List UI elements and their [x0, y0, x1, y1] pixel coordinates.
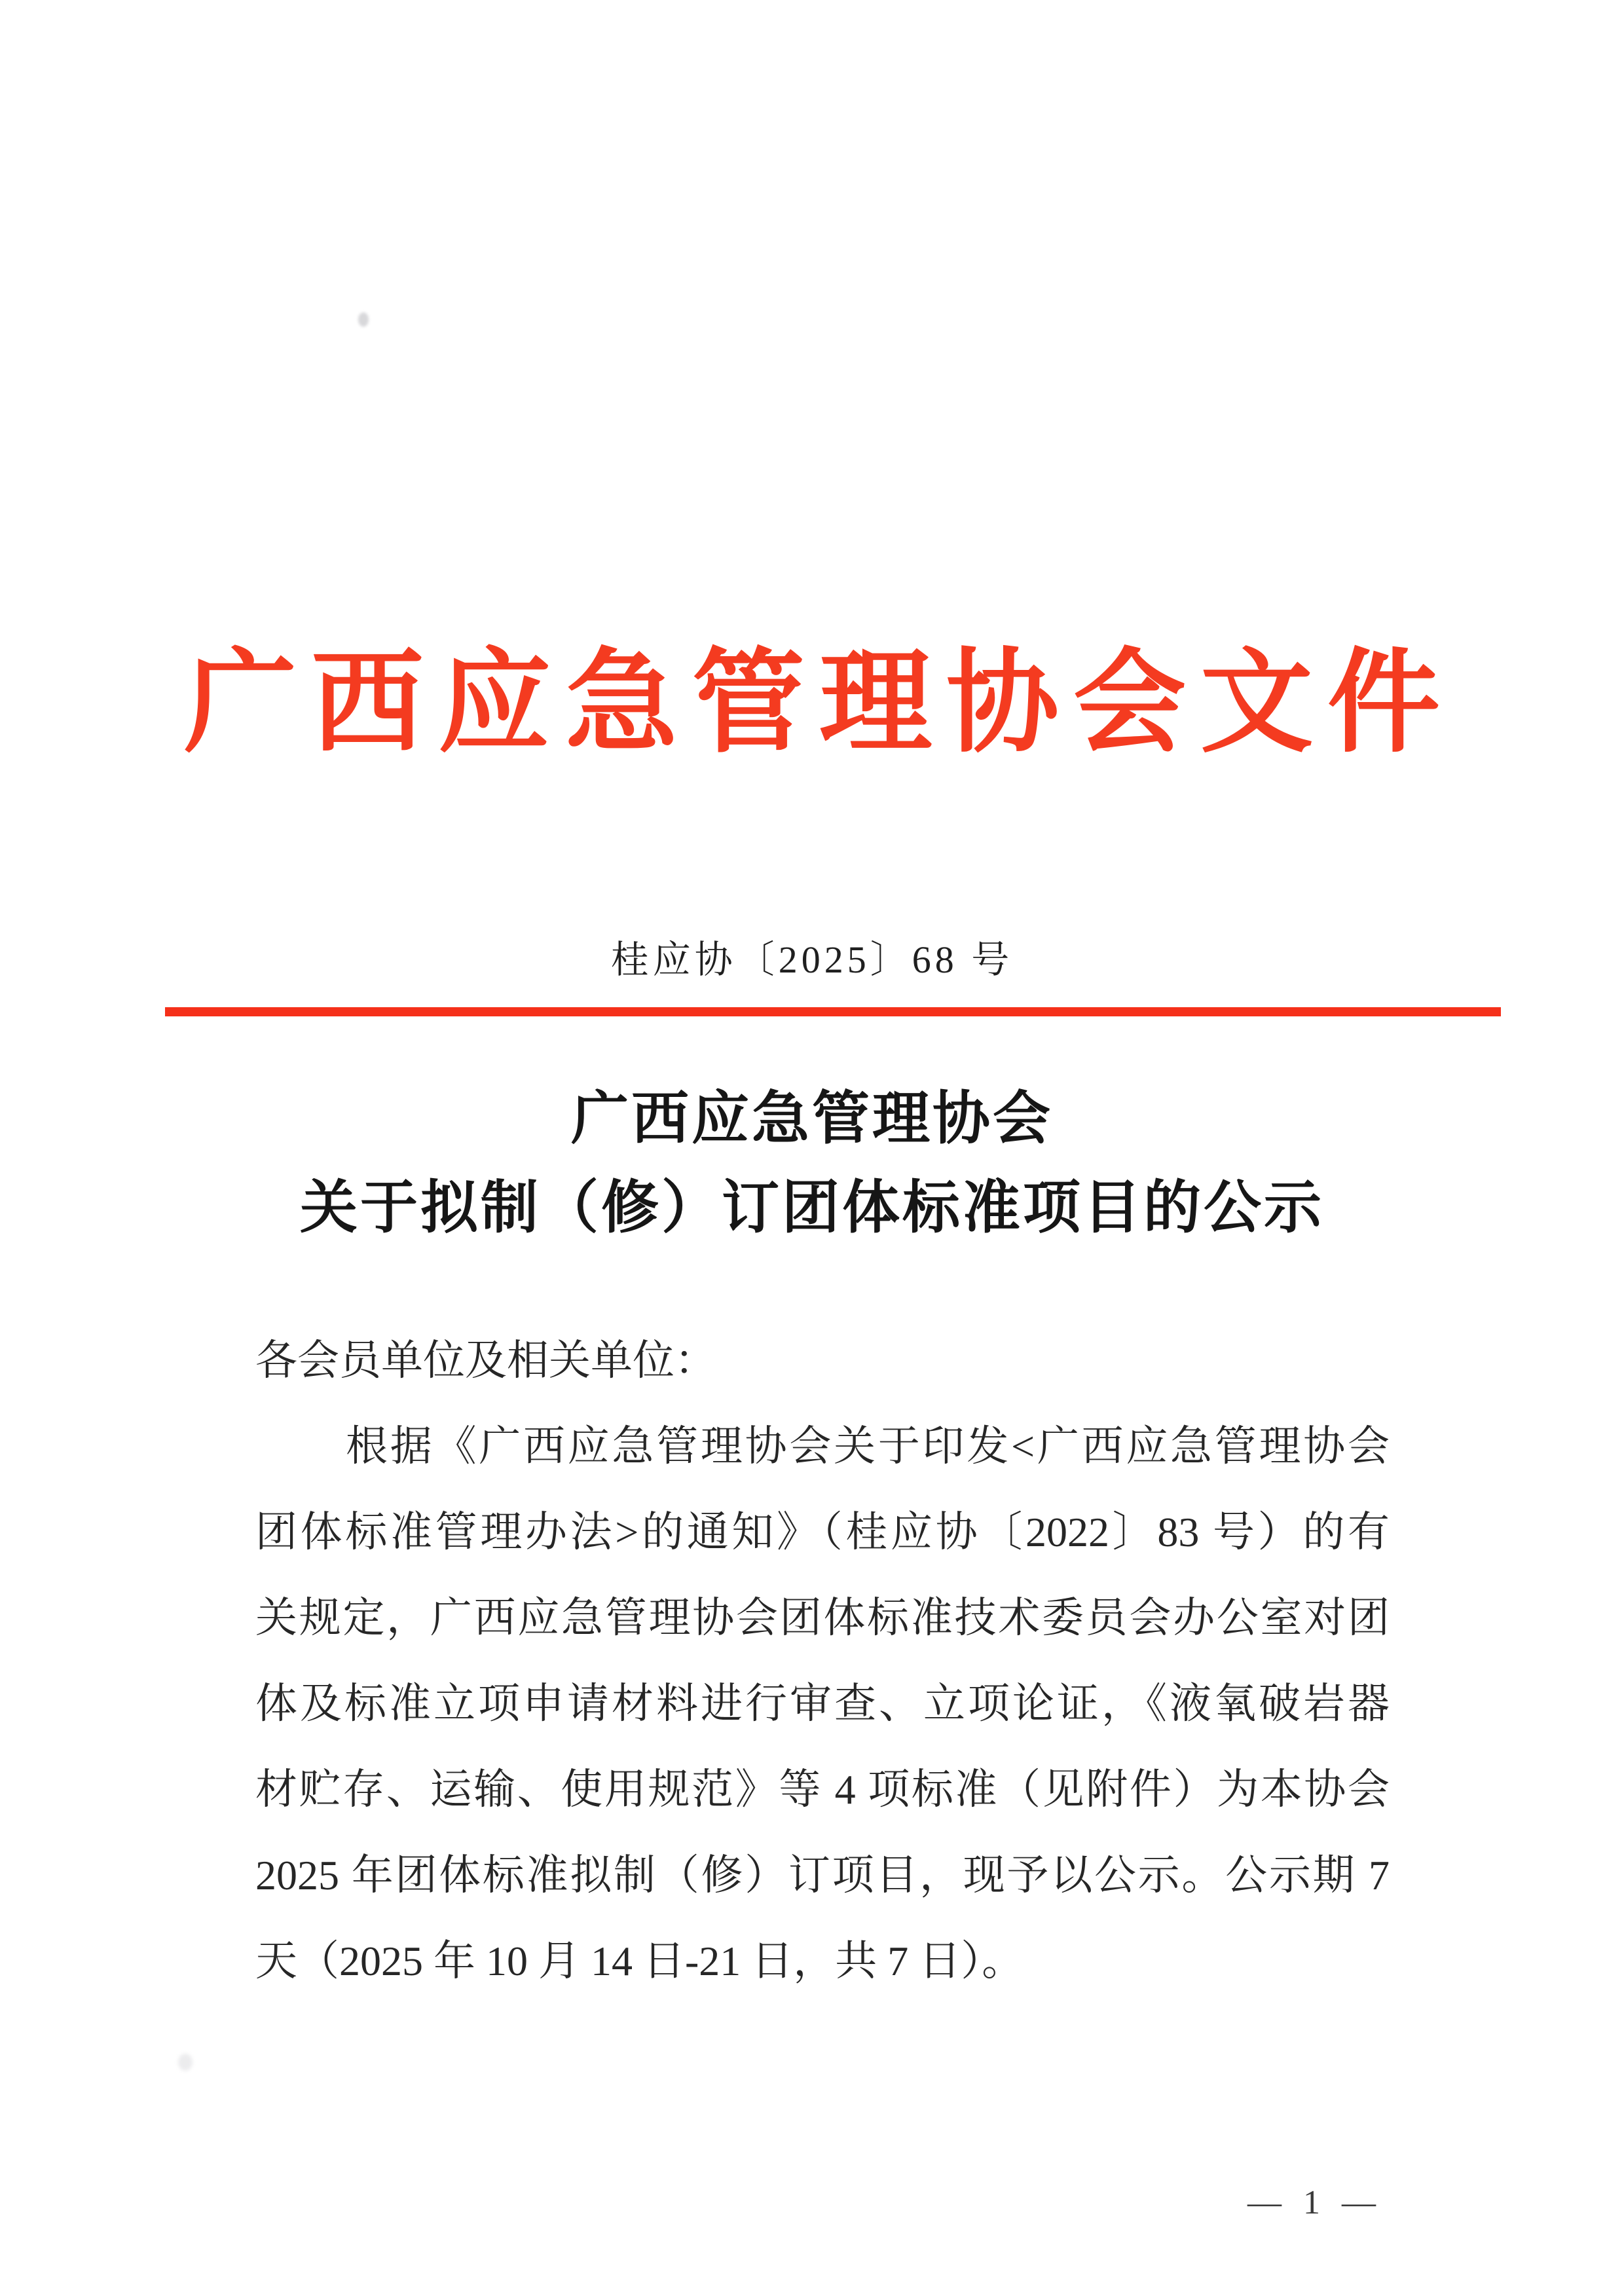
body-line: 根据《广西应急管理协会关于印发<广西应急管理协会	[346, 1423, 1390, 1470]
red-masthead-title: 广西应急管理协会文件	[184, 642, 1454, 766]
scan-speck	[178, 2054, 193, 2071]
body-line: 材贮存、运输、使用规范》等 4 项标准（见附件）为本协会	[255, 1766, 1390, 1813]
salutation-line: 各会员单位及相关单位：	[255, 1337, 716, 1384]
scan-speck	[358, 312, 369, 327]
page-number: — 1 —	[1247, 2184, 1382, 2221]
red-divider-rule	[165, 1007, 1501, 1016]
document-title-line-2: 关于拟制（修）订团体标准项目的公示	[299, 1177, 1324, 1240]
document-reference-number: 桂应协〔2025〕68 号	[610, 938, 1014, 981]
body-line: 关规定，广西应急管理协会团体标准技术委员会办公室对团	[255, 1595, 1390, 1641]
document-title	[0, 1075, 1624, 1253]
body-line: 2025 年团体标准拟制（修）订项目，现予以公示。公示期 7	[255, 1852, 1390, 1898]
body-line: 体及标准立项申请材料进行审查、立项论证，《液氧破岩器	[255, 1680, 1390, 1727]
document-title-line-1: 广西应急管理协会	[570, 1088, 1053, 1151]
body-line: 天（2025 年 10 月 14 日-21 日，共 7 日）。	[255, 1938, 1024, 1984]
body-line: 团体标准管理办法>的通知》（桂应协〔2022〕83 号）的有	[255, 1509, 1390, 1555]
body-paragraph	[255, 1318, 1390, 2004]
